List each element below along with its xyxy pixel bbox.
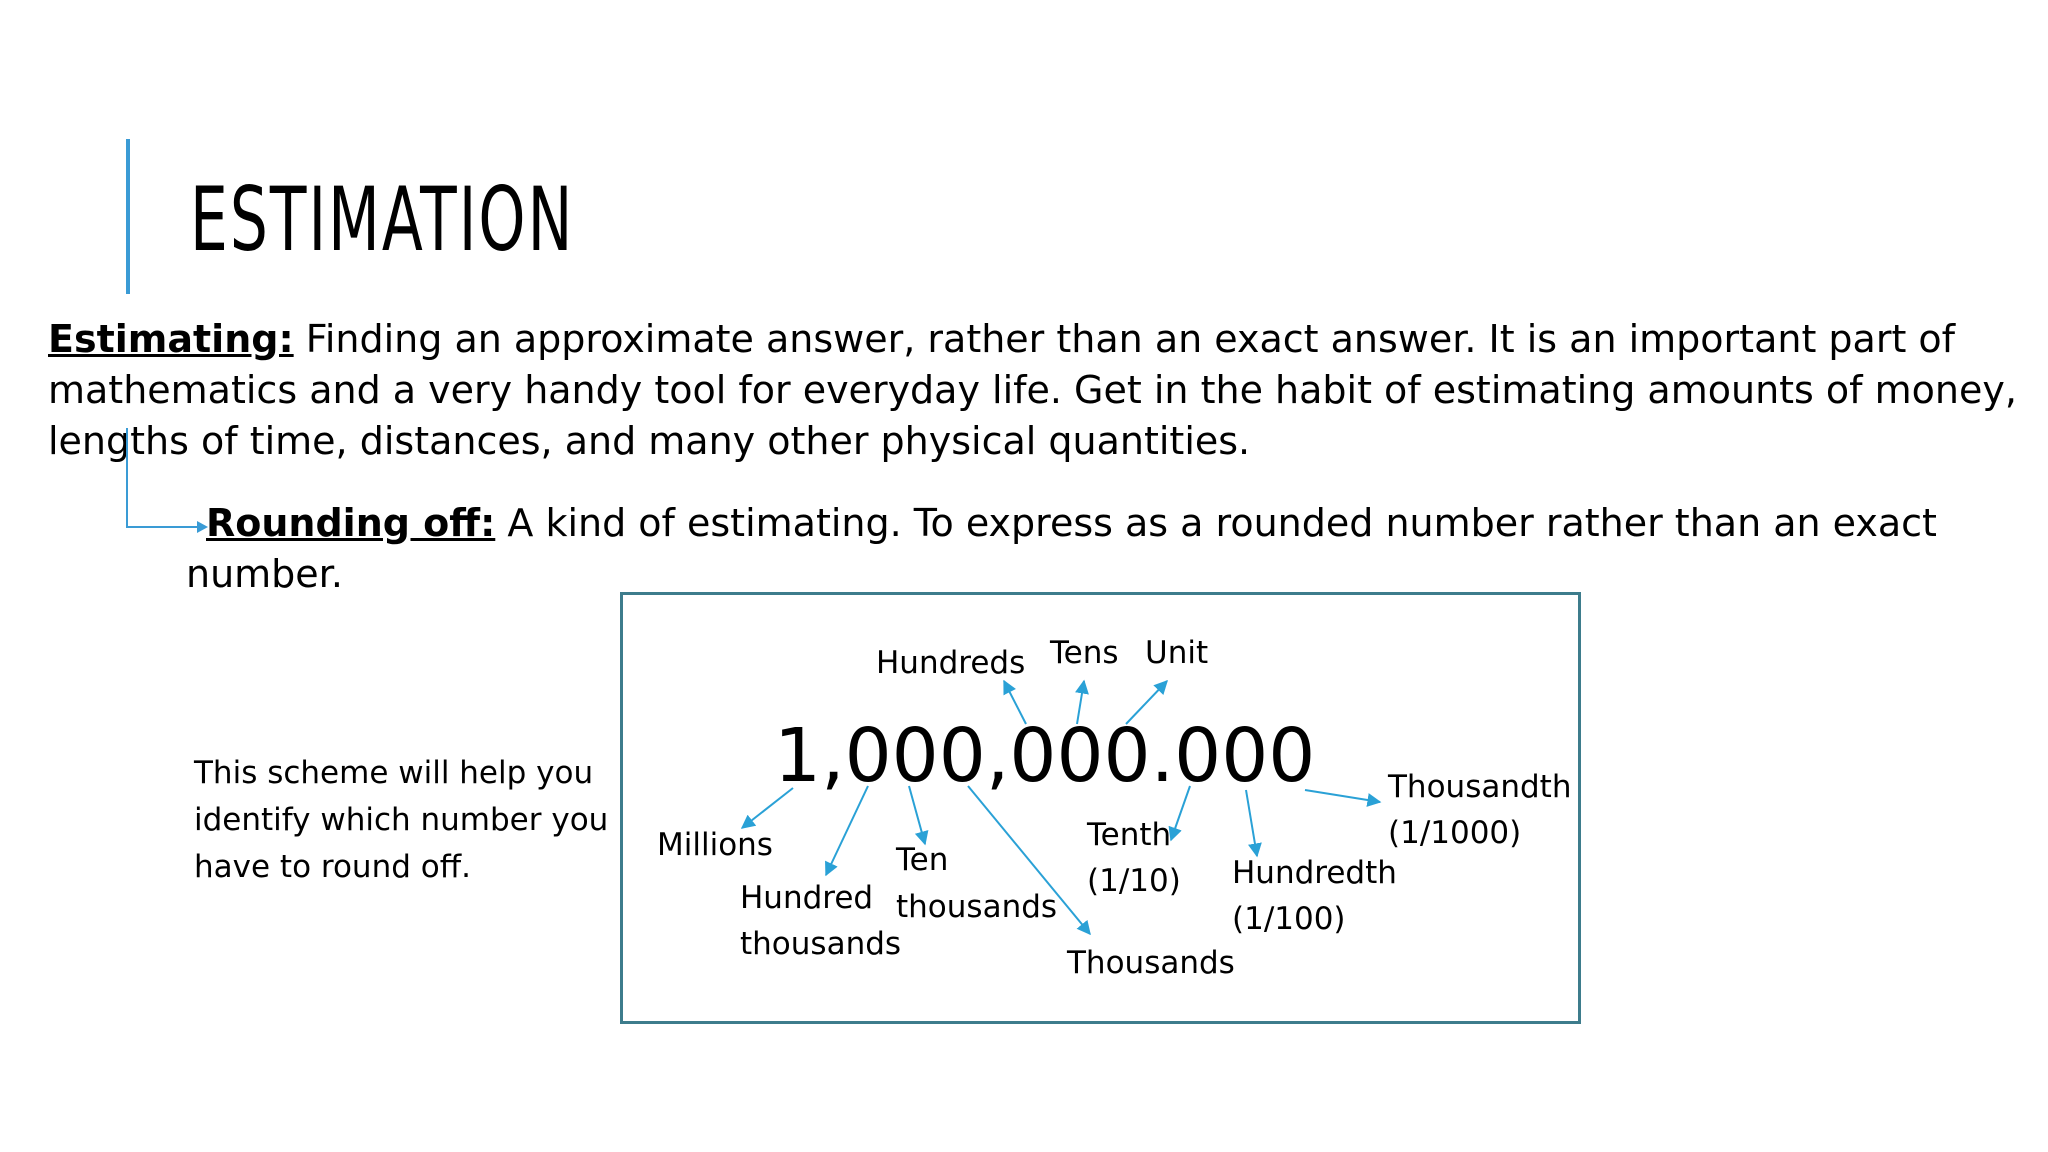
label-hundred-thousands-line2: thousands <box>740 926 902 962</box>
rounding-term: Rounding off: <box>206 501 496 545</box>
arrow-millions <box>742 788 793 828</box>
scheme-number: 1,000,000.000 <box>774 713 1316 799</box>
label-unit: Unit <box>1145 635 1209 671</box>
label-hundreds: Hundreds <box>876 645 1026 681</box>
scheme-side-note: This scheme will help you identify which number you have to round off. <box>194 755 609 885</box>
label-hundredth-line1: Hundredth <box>1232 855 1397 891</box>
arrow-hundred-thousands <box>826 786 868 875</box>
label-tens: Tens <box>1050 635 1119 671</box>
arrow-thousands <box>968 786 1090 934</box>
arrow-thousandth <box>1305 790 1380 802</box>
label-tenth-line1: Tenth <box>1087 817 1172 853</box>
label-hundredth-line2: (1/100) <box>1232 901 1346 937</box>
label-tenth-line2: (1/10) <box>1087 863 1181 899</box>
label-thousands: Thousands <box>1067 945 1235 981</box>
arrow-unit <box>1126 681 1167 724</box>
slide-title: ESTIMATION <box>190 168 575 271</box>
arrow-tens <box>1077 681 1084 724</box>
label-ten-thousands-line1: Ten <box>896 842 949 878</box>
label-hundred-thousands-line1: Hundred <box>740 880 874 916</box>
label-millions: Millions <box>657 827 773 863</box>
rounding-text: A kind of estimating. To express as a rounded number rather than an exact number. <box>186 501 1937 596</box>
arrow-tenth <box>1171 786 1190 840</box>
arrow-hundredth <box>1246 790 1257 856</box>
label-thousandth-line1: Thousandth <box>1388 769 1572 805</box>
estimating-term: Estimating: <box>48 317 294 361</box>
arrow-hundreds <box>1004 681 1026 724</box>
label-thousandth-line2: (1/1000) <box>1388 815 1522 851</box>
arrow-ten-thousands <box>909 786 925 844</box>
estimating-text: Finding an approximate answer, rather than an exact answer. It is an important part of mathematics and a very handy tool for everyday life. Get in the habit of estimating amounts of money, lengths of time, distances, and many other physical quantities. <box>48 317 2017 463</box>
label-ten-thousands-line2: thousands <box>896 889 1058 925</box>
